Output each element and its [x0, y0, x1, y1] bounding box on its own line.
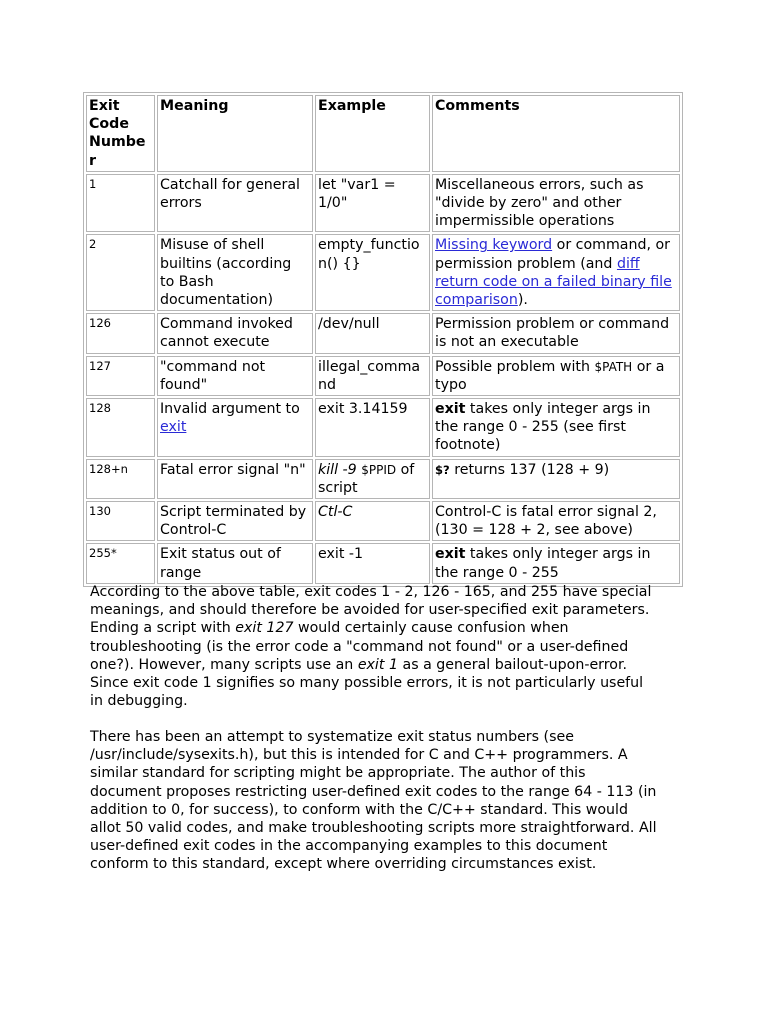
header-example: Example [315, 95, 430, 172]
meaning-text: Invalid argument to [160, 401, 300, 418]
meaning-cell: Exit status out of range [157, 543, 313, 583]
exit-code-cell: 126 [86, 313, 155, 353]
exit-code-cell: 1 [86, 174, 155, 233]
comments-cell [432, 459, 680, 499]
table-row [86, 356, 680, 396]
comments-cell: Permission problem or command is not an executable [432, 313, 680, 353]
meaning-cell: Fatal error signal "n" [157, 459, 313, 499]
table-row [86, 501, 680, 541]
exit-code-cell: 130 [86, 501, 155, 541]
comments-cell: Miscellaneous errors, such as "divide by zero" and other impermissible operations [432, 174, 680, 233]
example-italic: kill -9 [318, 461, 357, 478]
missing-keyword-link[interactable]: Missing keyword [435, 237, 553, 254]
table-row [86, 398, 680, 457]
diff-return-code-link[interactable]: diff return code on a failed binary file comparison [435, 255, 672, 309]
table-row [86, 174, 680, 233]
table-row [86, 543, 680, 583]
meaning-cell: Command invoked cannot execute [157, 313, 313, 353]
paragraph-text: According to the above table, exit codes 1 - 2, 126 - 165, and 255 have special meanings, and should therefore be avoided for user-specified exit parameters. Ending a script with [90, 584, 652, 637]
comments-cell: Control-C is fatal error signal 2, (130 = 128 + 2, see above) [432, 501, 680, 541]
table-header-row [86, 95, 680, 172]
header-exit-code: Exit Code Number [86, 95, 155, 172]
paragraph-italic-exit-127: exit 127 [235, 620, 294, 637]
paragraph-text: as a general bailout-upon-error. Since exit code 1 signifies so many possible errors, it is not particularly useful in debugging. [90, 656, 644, 710]
example-cell: Ctl-C [315, 501, 430, 541]
paragraph-text: would certainly cause confusion when troubleshooting (is the error code a "command not found" or a user-defined one?). However, many scripts use an [90, 620, 629, 673]
exit-codes-table [83, 92, 683, 587]
header-comments: Comments [432, 95, 680, 172]
example-cell: exit -1 [315, 543, 430, 583]
paragraph-italic-exit-1: exit 1 [357, 656, 398, 673]
meaning-cell: Script terminated by Control-C [157, 501, 313, 541]
exit-link[interactable]: exit [160, 419, 187, 436]
example-cell: let "var1 = 1/0" [315, 174, 430, 233]
comments-text-end: or a typo [435, 358, 665, 393]
meaning-cell [157, 398, 313, 457]
comments-cell [432, 398, 680, 457]
example-cell: /dev/null [315, 313, 430, 353]
meaning-cell: Catchall for general errors [157, 174, 313, 233]
paragraph-sysexits-standard: There has been an attempt to systematize exit status numbers (see /usr/include/sysexits.h), but this is intended for C and C++ programmers. A similar standard for scripting might be appropriate. The author of this document proposes restricting user-defined exit codes to the range 64 - 113 (in addition to 0, for success), to conform with the C/C++ standard. This would allot 50 valid codes, and make troubleshooting scripts more straightforward. All user-defined exit codes in the accompanying examples to this document conform to this standard, except where overriding circumstances exist. [90, 729, 657, 873]
meaning-cell: Misuse of shell builtins (according to Bash documentation) [157, 234, 313, 311]
exit-keyword: exit [435, 546, 466, 563]
header-meaning: Meaning [157, 95, 313, 172]
table-row [86, 459, 680, 499]
comments-text: takes only integer args in the range 0 - 255 [435, 546, 651, 581]
table-row [86, 313, 680, 353]
example-cell [315, 459, 430, 499]
status-variable: $? [435, 462, 450, 477]
comments-cell [432, 234, 680, 311]
comments-text: Possible problem with [435, 358, 595, 375]
path-variable: $PATH [594, 359, 633, 374]
comments-text: or command, or permission problem (and [435, 237, 671, 272]
exit-code-cell: 127 [86, 356, 155, 396]
exit-code-cell: 2 [86, 234, 155, 311]
comments-cell [432, 356, 680, 396]
ppid-variable: $PPID [361, 462, 397, 477]
comments-text-end: ). [517, 292, 528, 309]
exit-code-cell: 128+n [86, 459, 155, 499]
exit-code-cell: 255* [86, 543, 155, 583]
comments-cell [432, 543, 680, 583]
example-cell: illegal_command [315, 356, 430, 396]
comments-text: returns 137 (128 + 9) [449, 461, 610, 478]
exit-keyword: exit [435, 401, 466, 418]
meaning-cell: "command not found" [157, 356, 313, 396]
exit-code-cell: 128 [86, 398, 155, 457]
paragraph-exit-code-meanings [90, 583, 660, 710]
table-row [86, 234, 680, 311]
example-cell: empty_function() {} [315, 234, 430, 311]
comments-text: takes only integer args in the range 0 - 255 (see first footnote) [435, 401, 651, 454]
example-cell: exit 3.14159 [315, 398, 430, 457]
example-text: of script [318, 461, 415, 496]
